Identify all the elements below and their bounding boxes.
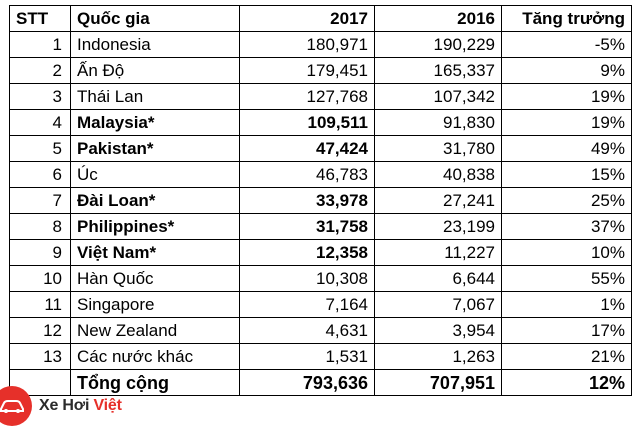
cell-2016: 6,644 bbox=[375, 266, 502, 292]
cell-stt: 10 bbox=[10, 266, 71, 292]
cell-growth: -5% bbox=[502, 32, 632, 58]
cell-country: New Zealand bbox=[71, 318, 240, 344]
header-country: Quốc gia bbox=[71, 6, 240, 32]
cell-2016: 3,954 bbox=[375, 318, 502, 344]
watermark bbox=[0, 386, 240, 426]
cell-stt: 3 bbox=[10, 84, 71, 110]
cell-2016: 11,227 bbox=[375, 240, 502, 266]
cell-country: Ấn Độ bbox=[71, 58, 240, 84]
cell-growth: 1% bbox=[502, 292, 632, 318]
cell-2017: 4,631 bbox=[240, 318, 375, 344]
cell-2017: 31,758 bbox=[240, 214, 375, 240]
cell-growth: 17% bbox=[502, 318, 632, 344]
cell-total-2017: 793,636 bbox=[240, 370, 375, 396]
table-row bbox=[10, 292, 632, 318]
cell-growth: 25% bbox=[502, 188, 632, 214]
cell-stt: 13 bbox=[10, 344, 71, 370]
cell-growth: 55% bbox=[502, 266, 632, 292]
cell-2017: 109,511 bbox=[240, 110, 375, 136]
cell-growth: 9% bbox=[502, 58, 632, 84]
cell-2017: 33,978 bbox=[240, 188, 375, 214]
cell-growth: 15% bbox=[502, 162, 632, 188]
cell-total-label: Tổng cộng bbox=[71, 370, 240, 396]
cell-country: Indonesia bbox=[71, 32, 240, 58]
table-row bbox=[10, 58, 632, 84]
cell-country: Các nước khác bbox=[71, 344, 240, 370]
cell-2016: 23,199 bbox=[375, 214, 502, 240]
cell-country: Việt Nam* bbox=[71, 240, 240, 266]
cell-country: Thái Lan bbox=[71, 84, 240, 110]
table-row bbox=[10, 214, 632, 240]
cell-2016: 40,838 bbox=[375, 162, 502, 188]
table-row bbox=[10, 136, 632, 162]
cell-growth: 21% bbox=[502, 344, 632, 370]
table-body bbox=[10, 32, 632, 396]
table-row bbox=[10, 266, 632, 292]
cell-country: Úc bbox=[71, 162, 240, 188]
cell-2016: 165,337 bbox=[375, 58, 502, 84]
cell-country: Philippines* bbox=[71, 214, 240, 240]
table-row bbox=[10, 188, 632, 214]
cell-country: Pakistan* bbox=[71, 136, 240, 162]
table-row bbox=[10, 318, 632, 344]
cell-stt: 1 bbox=[10, 32, 71, 58]
cell-country: Malaysia* bbox=[71, 110, 240, 136]
cell-country: Singapore bbox=[71, 292, 240, 318]
watermark-brand-accent: Việt bbox=[93, 397, 122, 414]
table-row bbox=[10, 240, 632, 266]
cell-stt: 6 bbox=[10, 162, 71, 188]
cell-total-growth: 12% bbox=[502, 370, 632, 396]
table-header-row bbox=[10, 6, 632, 32]
cell-2017: 1,531 bbox=[240, 344, 375, 370]
header-2017: 2017 bbox=[240, 6, 375, 32]
cell-2016: 107,342 bbox=[375, 84, 502, 110]
cell-stt: 7 bbox=[10, 188, 71, 214]
cell-country: Hàn Quốc bbox=[71, 266, 240, 292]
cell-stt: 12 bbox=[10, 318, 71, 344]
cell-2016: 1,263 bbox=[375, 344, 502, 370]
cell-2017: 180,971 bbox=[240, 32, 375, 58]
table-row bbox=[10, 162, 632, 188]
table-row bbox=[10, 84, 632, 110]
cell-stt: 8 bbox=[10, 214, 71, 240]
cell-growth: 19% bbox=[502, 110, 632, 136]
cell-2017: 12,358 bbox=[240, 240, 375, 266]
cell-stt: 2 bbox=[10, 58, 71, 84]
cell-growth: 49% bbox=[502, 136, 632, 162]
car-logo-icon bbox=[0, 386, 32, 426]
cell-stt: 9 bbox=[10, 240, 71, 266]
header-2016: 2016 bbox=[375, 6, 502, 32]
cell-stt: 4 bbox=[10, 110, 71, 136]
watermark-brand bbox=[39, 397, 122, 415]
cell-stt: 5 bbox=[10, 136, 71, 162]
table-row bbox=[10, 32, 632, 58]
cell-2017: 10,308 bbox=[240, 266, 375, 292]
cell-stt: 11 bbox=[10, 292, 71, 318]
sales-table bbox=[9, 5, 632, 396]
header-growth: Tăng trưởng bbox=[502, 6, 632, 32]
cell-2017: 179,451 bbox=[240, 58, 375, 84]
cell-country: Đài Loan* bbox=[71, 188, 240, 214]
cell-2017: 7,164 bbox=[240, 292, 375, 318]
cell-2016: 31,780 bbox=[375, 136, 502, 162]
cell-total-2016: 707,951 bbox=[375, 370, 502, 396]
cell-2017: 47,424 bbox=[240, 136, 375, 162]
cell-growth: 37% bbox=[502, 214, 632, 240]
table-row bbox=[10, 344, 632, 370]
watermark-brand-main: Xe Hơi bbox=[39, 397, 94, 414]
header-stt: STT bbox=[10, 6, 71, 32]
cell-2016: 7,067 bbox=[375, 292, 502, 318]
cell-growth: 10% bbox=[502, 240, 632, 266]
cell-2016: 27,241 bbox=[375, 188, 502, 214]
cell-2016: 91,830 bbox=[375, 110, 502, 136]
cell-2017: 46,783 bbox=[240, 162, 375, 188]
cell-2016: 190,229 bbox=[375, 32, 502, 58]
cell-2017: 127,768 bbox=[240, 84, 375, 110]
cell-growth: 19% bbox=[502, 84, 632, 110]
table-row bbox=[10, 110, 632, 136]
